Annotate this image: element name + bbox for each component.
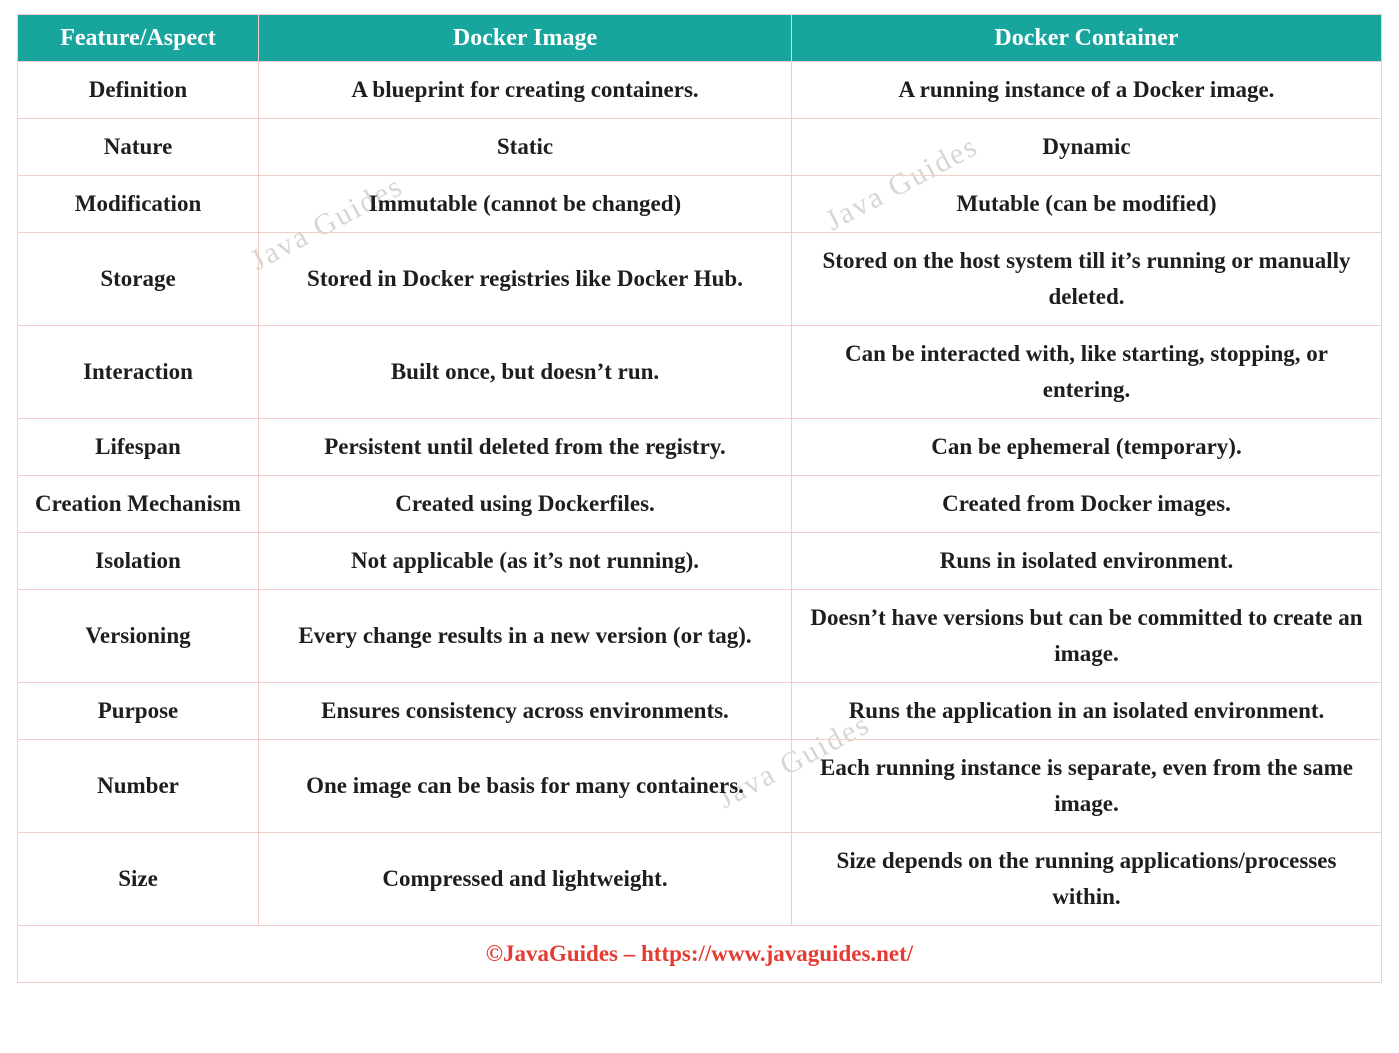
feature-cell: Storage: [18, 233, 259, 326]
docker-image-cell: A blueprint for creating containers.: [259, 62, 792, 119]
docker-image-cell: Ensures consistency across environments.: [259, 683, 792, 740]
docker-container-cell: A running instance of a Docker image.: [792, 62, 1382, 119]
table-row: [18, 326, 1382, 419]
watermark: Java Guides: [245, 169, 409, 278]
docker-image-cell: Built once, but doesn’t run.: [259, 326, 792, 419]
docker-container-cell: Can be interacted with, like starting, stopping, or entering.: [792, 326, 1382, 419]
docker-image-cell: Persistent until deleted from the registry.: [259, 419, 792, 476]
docker-container-cell: Mutable (can be modified): [792, 176, 1382, 233]
feature-cell: Interaction: [18, 326, 259, 419]
header-cell-docker-image: Docker Image: [259, 15, 792, 62]
docker-container-cell: Runs the application in an isolated environment.: [792, 683, 1382, 740]
table-row: [18, 419, 1382, 476]
footer-credit: ©JavaGuides – https://www.javaguides.net/: [18, 926, 1382, 983]
docker-image-cell: Immutable (cannot be changed): [259, 176, 792, 233]
docker-container-cell: Size depends on the running applications/processes within.: [792, 833, 1382, 926]
docker-container-cell: Can be ephemeral (temporary).: [792, 419, 1382, 476]
docker-image-cell: Static: [259, 119, 792, 176]
feature-cell: Definition: [18, 62, 259, 119]
feature-cell: Isolation: [18, 533, 259, 590]
table-row: [18, 476, 1382, 533]
table-row: [18, 119, 1382, 176]
table-row: [18, 176, 1382, 233]
feature-cell: Number: [18, 740, 259, 833]
docker-container-cell: Doesn’t have versions but can be committed to create an image.: [792, 590, 1382, 683]
docker-container-cell: Dynamic: [792, 119, 1382, 176]
docker-image-cell: One image can be basis for many containers.: [259, 740, 792, 833]
docker-image-cell: Every change results in a new version (or tag).: [259, 590, 792, 683]
feature-cell: Modification: [18, 176, 259, 233]
feature-cell: Versioning: [18, 590, 259, 683]
feature-cell: Lifespan: [18, 419, 259, 476]
header-row: [18, 15, 1382, 62]
docker-image-cell: Created using Dockerfiles.: [259, 476, 792, 533]
header-cell-docker-container: Docker Container: [792, 15, 1382, 62]
docker-container-cell: Runs in isolated environment.: [792, 533, 1382, 590]
header-cell-feature-aspect: Feature/Aspect: [18, 15, 259, 62]
table-row: [18, 590, 1382, 683]
docker-image-cell: Stored in Docker registries like Docker Hub.: [259, 233, 792, 326]
feature-cell: Size: [18, 833, 259, 926]
table-row: [18, 833, 1382, 926]
watermark: Java Guides: [712, 707, 876, 816]
table-row: [18, 233, 1382, 326]
table-row: [18, 533, 1382, 590]
docker-container-cell: Created from Docker images.: [792, 476, 1382, 533]
feature-cell: Creation Mechanism: [18, 476, 259, 533]
footer-row: [18, 926, 1382, 983]
docker-image-cell: Not applicable (as it’s not running).: [259, 533, 792, 590]
table-row: [18, 740, 1382, 833]
table-row: [18, 62, 1382, 119]
watermark: Java Guides: [820, 129, 984, 238]
docker-comparison-table: [17, 14, 1382, 983]
feature-cell: Purpose: [18, 683, 259, 740]
feature-cell: Nature: [18, 119, 259, 176]
docker-image-cell: Compressed and lightweight.: [259, 833, 792, 926]
docker-container-cell: Each running instance is separate, even from the same image.: [792, 740, 1382, 833]
table-row: [18, 683, 1382, 740]
docker-container-cell: Stored on the host system till it’s running or manually deleted.: [792, 233, 1382, 326]
